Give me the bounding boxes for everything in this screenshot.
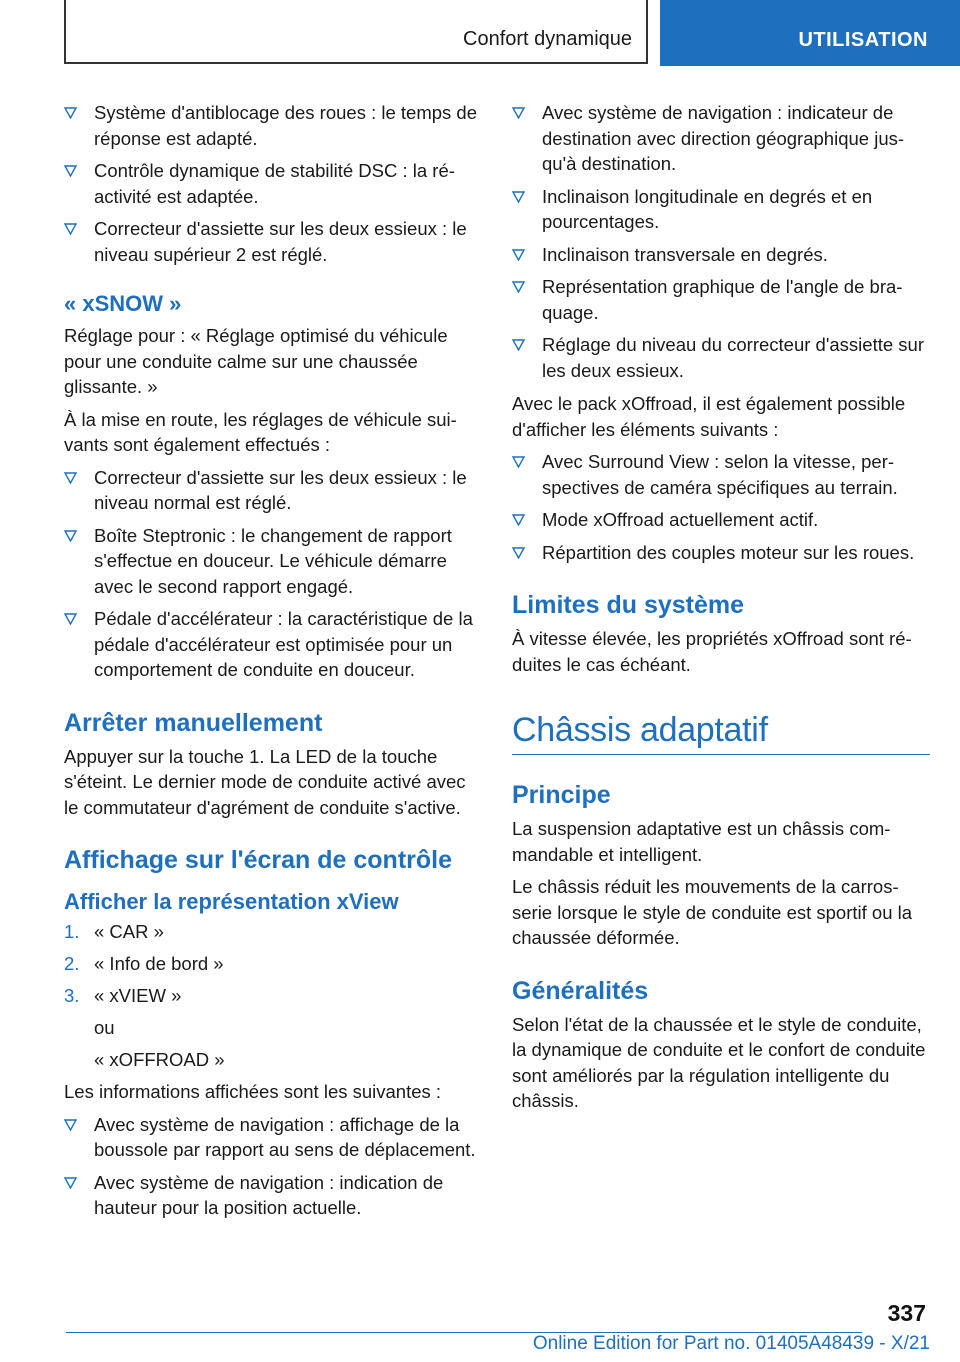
paragraph: La suspension adaptative est un châssis commandable et intelligent. — [512, 818, 891, 865]
header-chapter-tab — [660, 0, 960, 66]
triangle-bullet-icon — [64, 165, 77, 177]
page-number: 337 — [887, 1300, 926, 1326]
paragraph: Les informations affichées sont les suivantes : — [64, 1081, 442, 1102]
triangle-bullet-icon — [64, 1177, 77, 1189]
paragraph: Appuyer sur la touche 1. La LED de la touche s'éteint. Le dernier mode de conduite activé avec le commutateur d'agrément de conduite s'active. — [64, 745, 466, 818]
list-item: Réglage du niveau du correcteur d'assiette sur les deux essieux. — [512, 332, 930, 383]
list-item: Pédale d'accélérateur : la caractéristique de la pédale d'accélérateur est optimisée pour un comportement de conduite en douceur. — [64, 606, 482, 683]
list-item: Mode xOffroad actuellement actif. — [512, 507, 930, 533]
right-column — [512, 100, 930, 1121]
step-item: 2. « Info de bord » — [64, 951, 482, 977]
list-item: Système d'antiblocage des roues : le temps de réponse est adapté. — [64, 100, 482, 151]
section-heading-stop: Arrêter manuellement — [64, 708, 323, 737]
list-item: Correcteur d'assiette sur les deux essieux : le niveau normal est réglé. — [64, 465, 482, 516]
paragraph: À la mise en route, les réglages de véhicule suivants sont également effectués : — [64, 408, 457, 455]
triangle-bullet-icon — [512, 281, 525, 293]
bullet-list — [512, 449, 930, 565]
triangle-bullet-icon — [512, 547, 525, 559]
bullet-list — [512, 100, 930, 383]
list-item: Avec système de navigation : indicateur de destination avec direction géographique jusqu'à destination. — [512, 100, 930, 177]
section-heading-general: Généralités — [512, 976, 649, 1005]
section-heading-display: Affichage sur l'écran de contrôle — [64, 846, 452, 874]
bullet-list — [64, 1112, 482, 1221]
section-heading-xsnow: « xSNOW » — [64, 291, 182, 316]
triangle-bullet-icon — [64, 472, 77, 484]
section-heading-principle: Principe — [512, 781, 611, 809]
list-item: Représentation graphique de l'angle de braquage. — [512, 274, 930, 325]
triangle-bullet-icon — [512, 339, 525, 351]
list-item: Avec Surround View : selon la vitesse, perspectives de caméra spécifiques au terrain. — [512, 449, 930, 500]
steps-list — [64, 919, 482, 1073]
footer-edition: Online Edition for Part no. 01405A48439 - X/21 — [532, 1333, 930, 1354]
header-section-box — [64, 0, 648, 64]
left-column — [64, 100, 482, 1229]
triangle-bullet-icon — [512, 249, 525, 261]
step-or: ou — [94, 1017, 115, 1038]
section-heading-limits: Limites du système — [512, 591, 745, 619]
paragraph: À vitesse élevée, les propriétés xOffroad sont réduites le cas échéant. — [512, 628, 912, 675]
triangle-bullet-icon — [64, 613, 77, 625]
list-item: Avec système de navigation : affichage de la boussole par rapport au sens de déplacement. — [64, 1112, 482, 1163]
step-number: 1. — [64, 921, 80, 942]
list-item: Boîte Steptronic : le changement de rapport s'effectue en douceur. Le véhicule démarre avec le second rapport engagé. — [64, 523, 482, 600]
paragraph: Réglage pour : « Réglage optimisé du véhicule pour une conduite calme sur une chaussée glissante. » — [64, 325, 448, 397]
paragraph: Avec le pack xOffroad, il est également possible d'afficher les éléments suivants : — [512, 393, 906, 440]
triangle-bullet-icon — [512, 191, 525, 203]
step-number: 3. — [64, 985, 80, 1006]
chapter-heading-chassis: Châssis adaptatif — [512, 711, 930, 755]
paragraph: Le châssis réduit les mouvements de la carrosserie lorsque le style de conduite est sportif ou la chaussée déformée. — [512, 876, 913, 948]
step-number: 2. — [64, 953, 80, 974]
list-item: Répartition des couples moteur sur les roues. — [512, 540, 930, 566]
header-chapter-title: UTILISATION — [798, 29, 928, 51]
list-item: Correcteur d'assiette sur les deux essieux : le niveau supérieur 2 est réglé. — [64, 216, 482, 267]
list-item: Contrôle dynamique de stabilité DSC : la réactivité est adaptée. — [64, 158, 482, 209]
step-alternative: « xOFFROAD » — [94, 1049, 225, 1070]
triangle-bullet-icon — [512, 456, 525, 468]
bullet-list — [64, 465, 482, 683]
triangle-bullet-icon — [64, 223, 77, 235]
list-item: Inclinaison transversale en degrés. — [512, 242, 930, 268]
triangle-bullet-icon — [64, 1119, 77, 1131]
list-item: Avec système de navigation : indication de hauteur pour la position actuelle. — [64, 1170, 482, 1221]
triangle-bullet-icon — [512, 107, 525, 119]
triangle-bullet-icon — [64, 530, 77, 542]
paragraph: Selon l'état de la chaussée et le style de conduite, la dynamique de conduite et le confort de conduite sont améliorés par la régulation intelligente du châssis. — [512, 1013, 926, 1111]
header-section-title: Confort dynamique — [463, 28, 632, 50]
triangle-bullet-icon — [512, 514, 525, 526]
step-item: 1. « CAR » — [64, 919, 482, 945]
list-item: Inclinaison longitudinale en degrés et en pourcentages. — [512, 184, 930, 235]
subheading-xview: Afficher la représentation xView — [64, 889, 399, 914]
step-item: 3. « xVIEW » ou « xOFFROAD » — [64, 983, 482, 1073]
bullet-list — [64, 100, 482, 267]
triangle-bullet-icon — [64, 107, 77, 119]
